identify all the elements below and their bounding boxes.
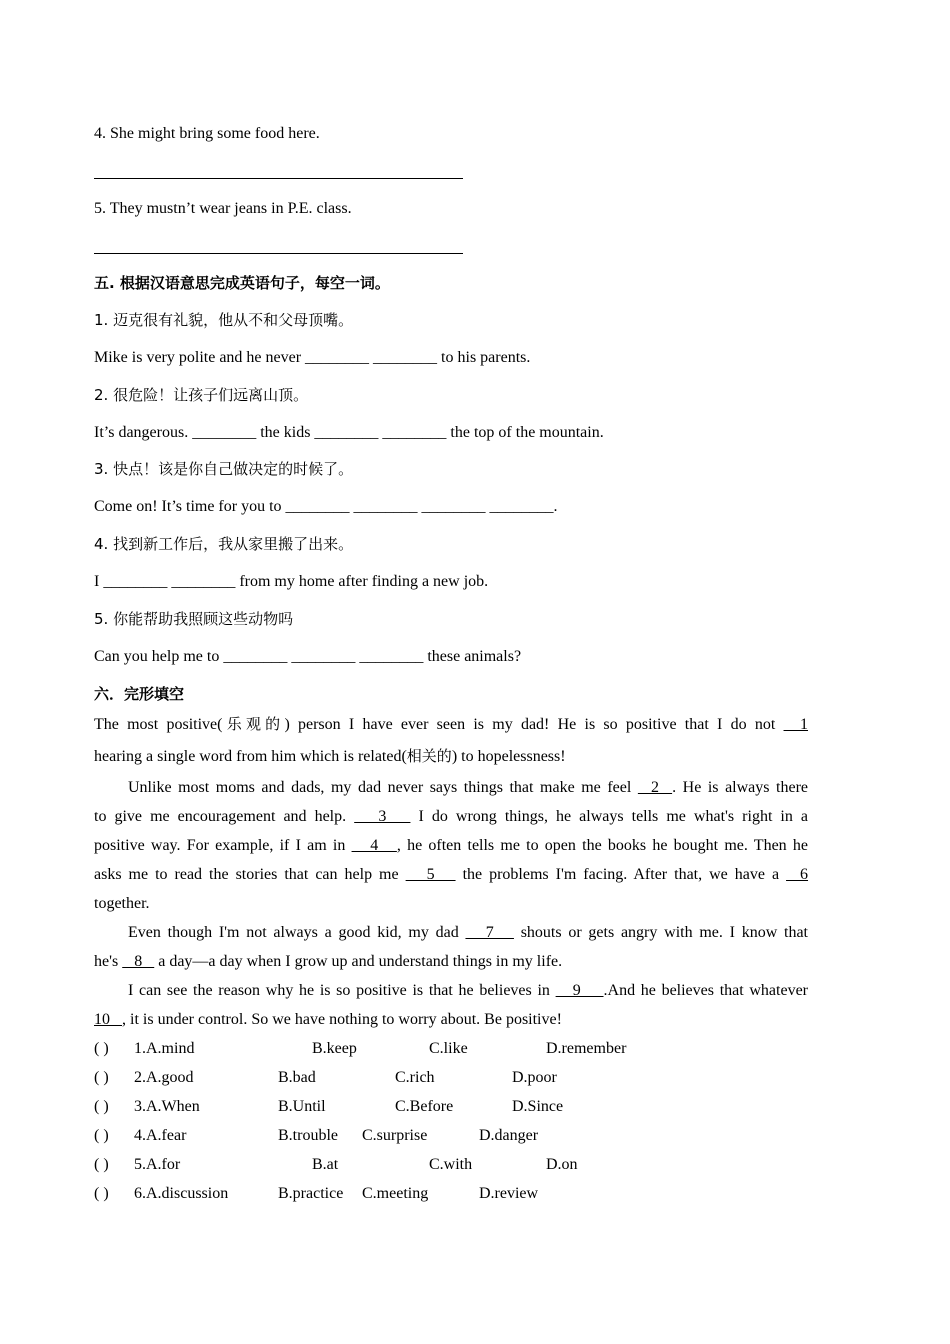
translation-item-4-zh: 4. 找到新工作后，我从家里搬了出来。 [94,535,354,553]
translation-item-2-zh: 2. 很危险！让孩子们远离山顶。 [94,386,309,404]
answer-paren: ( ) [94,1185,109,1202]
option-d: D.review [479,1185,539,1202]
translation-item-3-en: Come on! It’s time for you to ________ ________ ________ ________. [94,498,558,515]
blank-10: 10 [94,1011,122,1028]
answer-line-4 [94,178,463,179]
blank-3: 3 [354,808,411,825]
passage-p1-line1: The most positive(乐观的) person I have ever seen is my dad! He is so positive that I do not 1 [94,715,809,733]
option-c: C.Before [395,1098,454,1115]
answer-paren: ( ) [94,1156,109,1173]
option-b: B.keep [312,1040,357,1057]
translation-item-2-en: It’s dangerous. ________ the kids ________ ________ the top of the mountain. [94,424,604,441]
blank-6: 6 [786,866,809,883]
section-5-heading: 五. 根据汉语意思完成英语句子，每空一词。 [94,274,390,292]
translation-item-1-en: Mike is very polite and he never ________ ________ to his parents. [94,349,531,366]
option-a: 5.A.for [134,1156,181,1173]
option-d: D.poor [512,1069,557,1086]
option-a: 3.A.When [134,1098,200,1115]
translation-item-4-en: I ________ ________ from my home after finding a new job. [94,573,489,590]
passage-p2-line2: to give me encouragement and help. 3 I do wrong things, he always tells me what's right in a [94,808,809,825]
translation-item-5-en: Can you help me to ________ ________ ________ these animals? [94,648,522,665]
passage-p2-line1: Unlike most moms and dads, my dad never says things that make me feel 2 . He is always there [128,779,809,796]
option-b: B.trouble [278,1127,338,1144]
translation-item-3-zh: 3. 快点！该是你自己做决定的时候了。 [94,460,354,478]
option-a: 1.A.mind [134,1040,195,1057]
option-b: B.at [312,1156,339,1173]
rewrite-item-5: 5. They mustn’t wear jeans in P.E. class. [94,200,352,217]
blank-2: 2 [637,779,673,796]
option-b: B.bad [278,1069,316,1086]
option-d: D.danger [479,1127,539,1144]
passage-p2-line3: positive way. For example, if I am in 4 , he often tells me to open the books he bought me. Then he [94,837,808,854]
answer-paren: ( ) [94,1069,109,1086]
option-c: C.meeting [362,1185,429,1202]
option-c: C.rich [395,1069,435,1086]
passage-p2-line5: together. [94,895,150,912]
section-6-heading: 六．完形填空 [94,685,185,703]
option-c: C.with [429,1156,473,1173]
passage-p4-line2: 10 , it is under control. So we have nothing to worry about. Be positive! [94,1011,562,1028]
option-c: C.surprise [362,1127,428,1144]
option-b: B.Until [278,1098,326,1115]
option-a: 4.A.fear [134,1127,187,1144]
passage-p1-line2: hearing a single word from him which is related(相关的) to hopelessness! [94,747,566,765]
blank-1: 1 [783,716,809,733]
blank-8: 8 [122,953,155,970]
translation-item-5-zh: 5. 你能帮助我照顾这些动物吗 [94,610,294,628]
passage-p4-line1: I can see the reason why he is so positive is that he believes in 9 .And he believes that whatever [128,982,809,999]
option-a: 6.A.discussion [134,1185,229,1202]
option-b: B.practice [278,1185,344,1202]
blank-4: 4 [351,837,397,854]
option-a: 2.A.good [134,1069,194,1086]
passage-p3-line2: he's 8 a day—a day when I grow up and understand things in my life. [94,953,563,970]
translation-item-1-zh: 1. 迈克很有礼貌，他从不和父母顶嘴。 [94,311,354,329]
option-d: D.on [546,1156,578,1173]
answer-paren: ( ) [94,1098,109,1115]
blank-9: 9 [555,982,604,999]
blank-7: 7 [465,924,514,941]
option-d: D.Since [512,1098,564,1115]
blank-5: 5 [405,866,456,883]
answer-line-5 [94,253,463,254]
answer-paren: ( ) [94,1040,109,1057]
option-d: D.remember [546,1040,627,1057]
passage-p3-line1: Even though I'm not always a good kid, my dad 7 shouts or gets angry with me. I know that [128,924,808,941]
passage-p2-line4: asks me to read the stories that can help me 5 the problems I'm facing. After that, we have a 6 [94,866,809,883]
option-c: C.like [429,1040,468,1057]
answer-paren: ( ) [94,1127,109,1144]
rewrite-item-4: 4. She might bring some food here. [94,125,320,142]
